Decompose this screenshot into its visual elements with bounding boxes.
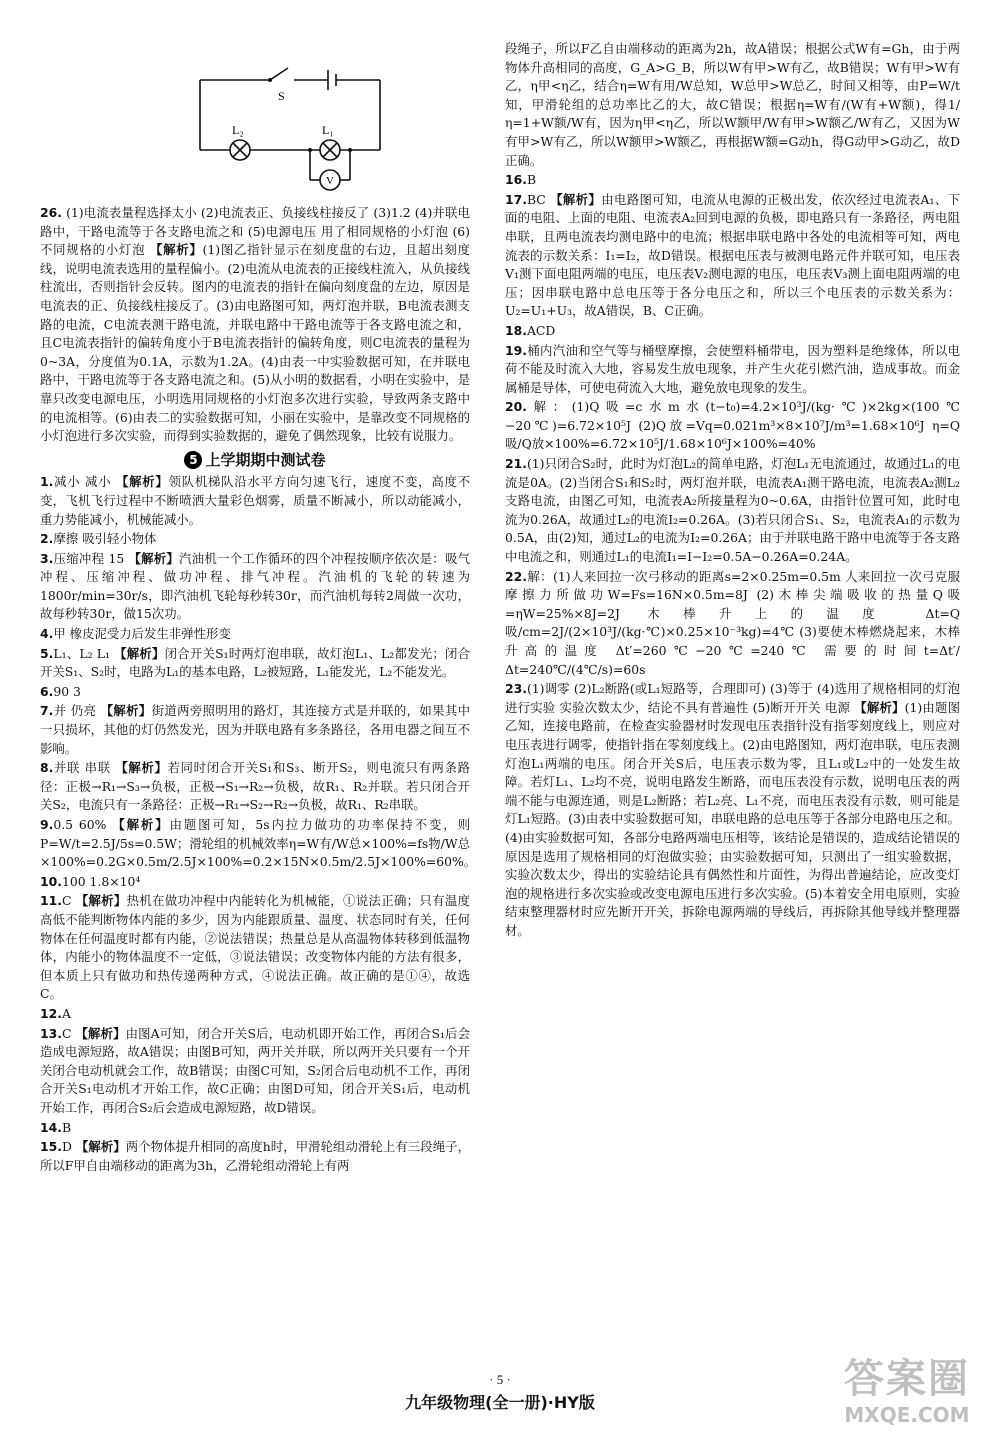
answer-item	[40, 816, 477, 872]
item-answer: (1)电流表量程选择太小 (2)电流表正、负接线柱接反了 (3)1.2 (4)并联电路中，干路电流等于各支路电流之和 (5)电源电压 用了相同规格的小灯泡 (6)不同规格的小灯泡	[40, 205, 470, 258]
section-badge: 5	[184, 451, 202, 469]
item-number: 6.	[40, 683, 54, 699]
item-answer: BC	[526, 191, 546, 207]
item-answer: C	[61, 1025, 72, 1041]
voltmeter-label: V	[326, 175, 334, 187]
book-title: 九年级物理(全一册)·HY版	[405, 1393, 595, 1412]
item-answer: 100 1.8×10⁴	[61, 873, 141, 889]
item-answer: 0.5 60%	[53, 817, 107, 832]
item-number: 2.	[40, 531, 54, 547]
item-answer: 压缩冲程 15	[53, 550, 125, 566]
item-answer: B	[526, 172, 537, 188]
answer-item	[40, 1005, 470, 1024]
analysis-label: 【解析】	[114, 645, 165, 661]
answer-item	[40, 645, 470, 682]
item-number: 22.	[505, 568, 527, 584]
item-answer: 甲 橡皮泥受力后发生非弹性形变	[53, 626, 231, 642]
item-number: 19.	[505, 342, 527, 358]
item-analysis: (1)由题图乙知，连接电路前，在检查实验器材时发现电压表指针没有指零刻度线上，则应对电压表进行调零，使指针指在零刻度线上。(2)由电路图知，两灯泡串联，电压表测灯泡L₁两端的电压。闭合开关S后，电压表示数为零，且L₁或L₂中的一处发生故障。若灯L₁、L₂均不亮，说明电路发生断路，而电压表没有示数，说明电压表的两端不能与电源连通，则是L₂断路；若L₂亮、L₁不亮，而电压表没有示数，则可能是灯L₁短路。(3)由表中实验数据可知，串联电路的总电压等于各部分电路电压之和。(4)由实验数据可知，各部分电路两端电压相等，该结论是错误的，造成结论错误的原因是选用了规格相同的灯泡做实验；由实验数据可知，只测出了一组实验数据，实验次数太少，得出的实验结论具有偶然性和片面性，为得出普遍结论，应改变灯泡的规格进行多次实验或改变电源电压进行多次实验。(5)本着安全用电原则，实验结束整理器材时应先断开开关，拆除电源两端的导线后，再拆除其他导线并整理器材。	[505, 699, 960, 938]
item-analysis: 街道两旁照明用的路灯，其连接方式是并联的，如果其中一只损坏，其他的灯仍然发光，因为并联电路有多条路径，各用电器之间互不影响。	[40, 703, 471, 756]
item-analysis: 由图A可知，闭合开关S后，电动机即开始工作，再闭合S₁后会造成电源短路，故A错误；由图B可知，两开关并联，所以两开关只要有一个开关闭合电动机就会工作，故B错误；由图C可知，S₂闭合后电动机不工作，再闭合开关S₁电动机才开始工作，故C正确；由图D可知，闭合开关S₁后，电动机开始工作，再闭合S₂后会造成电源短路，故D错误。	[40, 1025, 470, 1115]
analysis-label: 【解析】	[112, 817, 170, 832]
left-column	[40, 40, 477, 1176]
lamp2-label: L₂	[232, 123, 244, 137]
answer-item	[505, 455, 960, 567]
answer-item	[40, 1025, 470, 1118]
item-number: 18.	[505, 322, 527, 338]
answer-item	[40, 204, 470, 446]
watermark-logo	[822, 1355, 992, 1435]
answer-item	[505, 322, 960, 341]
watermark-line2: MXQE.COM	[844, 1403, 970, 1427]
item-number: 14.	[40, 1119, 62, 1135]
item-analysis: 若同时闭合开关S₁和S₃、断开S₂，则电流只有两条路径：正极→R₁→S₃→负极，正极→S₁→R₂→负极，故R₁、R₂并联。若只闭合开关S₂，电流只有一条路径：正极→R₁→S₂→R₂→负极，故R₁、R₂串联。	[40, 760, 470, 813]
item-answer: 减小 减小	[53, 474, 112, 490]
item-answer: 解：(1)人来回拉一次弓移动的距离s=2×0.25m=0.5m 人来回拉一次弓克服摩擦力所做功W=Fs=16N×0.5m=8J (2)木棒尖端吸收的热量Q吸=ηW=25%×8J=2J 木棒升上的温度 Δt=Q吸/cm=2J/(2×10³J/(kg·℃)×0.25×10⁻³kg)=4℃ (3)要使木棒燃烧起来，木棒升高的温度 Δt′=260℃−20℃=240℃ 需要的时间t=Δt′/Δt=240℃/(4℃/s)=60s	[505, 568, 960, 677]
item-number: 7.	[40, 703, 54, 719]
answer-item	[40, 683, 470, 702]
item-number: 1.	[40, 474, 54, 490]
analysis-label: 【解析】	[149, 242, 203, 258]
analysis-label: 【解析】	[116, 474, 169, 490]
item-analysis: 由电路图可知，电流从电源的正极出发，依次经过电流表A₁、下面的电阻、上面的电阻、电流表A₂回到电源的负极，即电路只有一条路径，两电阻串联，且两电流表均测电路中的电流；根据串联电路中各处的电流相等可知，两电流表的示数关系：I₁=I₂，故D错误。根据电压表与被测电路元件并联可知，电压表V₁测下面电阻两端的电压，电压表V₂测电源的电压，电压表V₃测上面电阻两端的电压；因串联电路中总电压等于各分电压之和，所以三个电压表的示数关系为：U₂=U₁+U₃，故A错误，B、C正确。	[505, 191, 960, 319]
answer-item	[505, 568, 960, 680]
page-number: · 5 ·	[489, 1372, 511, 1387]
item-number: 13.	[40, 1025, 62, 1041]
item-number: 23.	[505, 681, 527, 697]
item-answer: (1)调零 (2)L₂断路(或L₁短路等，合理即可) (3)等于 (4)选用了规格相同的灯泡进行实验 实验次数太少，结论不具有普遍性 (5)断开开关 电源	[505, 681, 960, 715]
item-number: 26.	[40, 205, 62, 220]
item-number: 12.	[40, 1005, 62, 1021]
analysis-label: 【解析】	[100, 703, 152, 719]
item-number: 17.	[505, 191, 527, 207]
item-analysis: (1)图乙指针显示在刻度盘的右边，且超出刻度线，说明电流表选用的量程偏小。(2)电流从电流表的正接线柱流入，从负接线柱流出，否则指针会反转。图内的电流表的指针在偏向刻度盘的左边，原因是电流表的正、负接线柱接反了。(3)由电路图可知，两灯泡并联，B电流表测支路的电流，C电流表测干路电流，并联电路中干路电流等于各支路电流之和，且C电流表指针的偏转角度小于B电流表指针的偏转角度，则C电流表的量程为0~3A，分度值为0.1A，示数为1.2A。(4)由表一中实验数据可知，在并联电路中，干路电流等于各支路电流之和。(5)从小明的数据看，小明在实验中，是靠只改变电源电压，小明选用同规格的小灯泡多次进行实验，导致两条支路中的电流相等。(6)由表二的实验数据可知，小丽在实验中，是靠改变不同规格的小灯泡进行多次实验，而得到实验数据的，避免了偶然现象，比较有说服力。	[40, 242, 470, 444]
section-title-text: 上学期期中测试卷	[205, 450, 326, 469]
item-answer: L₁、L₂ L₁	[53, 645, 110, 661]
item-answer: 段绳子，所以F乙自由端移动的距离为2h，故A错误；根据公式W有=Gh，由于两物体升高相同的高度，G_A>G_B，所以W有甲>W有乙，故B错误；W有甲>W有乙，η甲<η乙，结合η=W有用/W总知，W总甲>W总乙，时间又相等，由P=W/t知，甲滑轮组的总功率比乙的大，故C错误；根据η=W有/(W有+W额)，得1/η=1+W额/W有，因为η甲<η乙，所以W额甲/W有甲>W额乙/W有乙，又因为W有甲>W有乙，所以W额甲>W额乙，再根据W额=G动h，得G动甲>G动乙，故D正确。	[505, 41, 960, 168]
item-number: 9.	[40, 817, 54, 832]
answer-item	[40, 1138, 470, 1175]
analysis-label: 【解析】	[854, 699, 905, 715]
answer-item	[40, 1119, 470, 1138]
item-answer: D	[61, 1139, 72, 1155]
item-answer: 桶内汽油和空气等与桶壁摩擦，会使塑料桶带电，因为塑料是绝缘体，所以电荷不能及时流入大地，容易发生放电现象，并产生火花引燃汽油，造成事故。而金属桶是导体，可使电荷流入大地，避免放电现象的发生。	[505, 342, 960, 395]
section-title	[40, 451, 470, 470]
answer-item	[40, 702, 470, 758]
analysis-label: 【解析】	[550, 191, 602, 207]
item-number: 20.	[505, 399, 527, 415]
item-answer: 90 3	[53, 683, 81, 699]
item-answer: 摩擦 吸引轻小物体	[53, 531, 157, 547]
item-number: 16.	[505, 172, 527, 188]
item-answer: ACD	[526, 322, 556, 338]
analysis-label: 【解析】	[75, 893, 127, 909]
answer-item	[505, 191, 960, 321]
item-analysis: 由题图可知，5s内拉力做功的功率保持不变，则P=W/t=2.5J/5s=0.5W；滑轮组的机械效率η=W有/W总×100%=fs物/W总×100%=0.2G×0.5m/2.5J×100%=0.2×15N×0.5m/2.5J×100%=60%。	[40, 817, 477, 870]
item-number: 11.	[40, 893, 62, 909]
item-number: 4.	[40, 626, 54, 642]
right-column	[505, 40, 960, 942]
answer-item	[40, 625, 470, 644]
item-analysis: 闭合开关S₁时两灯泡串联，故灯泡L₁、L₂都发光；闭合开关S₁、S₂时，电路为L₁的基本电路，L₂被短路，L₁能发光，L₂不能发光。	[40, 645, 470, 680]
switch-label: S	[278, 89, 285, 103]
item-analysis: 热机在做功冲程中内能转化为机械能，①说法正确；只有温度高低不能判断物体内能的多少，因为内能跟质量、温度、状态同时有关，任何物体在任何温度时都有内能，②说法错误；热量总是从高温物体转移到低温物体，内能小的物体温度不一定低，③说法错误；改变物体内能的方法有很多，但本质上只有做功和热传递两种方式，④说法正确。故正确的是①④，故选C。	[40, 893, 470, 1002]
section-items	[40, 473, 477, 1175]
item-answer: 并联 串联	[53, 760, 111, 776]
analysis-label: 【解析】	[75, 1025, 126, 1041]
answer-item	[505, 40, 960, 170]
item-number: 21.	[505, 456, 527, 472]
item-analysis: 领队机梯队沿水平方向匀速飞行，速度不变，高度不变，飞机飞行过程中不断喷洒大量彩色烟雾，质量不断减小，所以动能减小，重力势能减小，机械能减小。	[40, 474, 470, 527]
circuit-diagram	[190, 40, 390, 200]
item-answer: 并 仍亮	[53, 703, 97, 719]
analysis-label: 【解析】	[115, 760, 168, 776]
answer-item	[40, 550, 470, 624]
item-number: 15.	[40, 1139, 62, 1155]
answer-item	[40, 759, 470, 815]
answer-item	[40, 873, 470, 892]
item-number: 10.	[40, 873, 62, 889]
item-analysis: 汽油机一个工作循环的四个冲程按顺序依次是：吸气冲程、压缩冲程、做功冲程、排气冲程。汽油机的飞轮的转速为1800r/min=30r/s，即汽油机飞轮每秒转30r，而汽油机每转2周做一次功，故每秒转30r，做15次功。	[40, 550, 470, 622]
answer-item	[40, 530, 470, 549]
item-answer: B	[61, 1119, 72, 1135]
item-number: 3.	[40, 550, 54, 566]
answer-item	[505, 342, 960, 398]
analysis-label: 【解析】	[75, 1139, 126, 1155]
answer-item	[505, 680, 960, 940]
item-number: 8.	[40, 760, 54, 776]
answer-item	[40, 473, 470, 529]
item-analysis: 两个物体提升相同的高度h时，甲滑轮组动滑轮上有三段绳子，所以F甲自由端移动的距离为3h，乙滑轮组动滑轮上有两	[40, 1139, 471, 1173]
answer-item	[40, 892, 470, 1004]
answer-item	[505, 398, 960, 454]
lamp1-label: L₁	[322, 123, 334, 137]
analysis-label: 【解析】	[128, 550, 180, 566]
item-answer: 解：(1)Q吸=c水m水(t−t₀)=4.2×10³J/(kg·℃)×2kg×(100℃−20℃)=6.72×10⁵J (2)Q放=Vq=0.021m³×8×10⁷J/m³=1.68×10⁶J η=Q吸/Q放×100%=6.72×10⁵J/1.68×10⁶J×100%=40%	[505, 399, 960, 452]
item-answer: (1)只闭合S₂时，此时为灯泡L₂的简单电路，灯泡L₁无电流通过，故通过L₁的电流是0A。(2)当闭合S₁和S₂时，两灯泡并联，电流表A₁测干路电流，电流表A₂测L₂支路电流，由图乙可知，电流表A₂所接量程为0~0.6A，由指针位置可知，此时电流为0.26A，故通过L₂的电流I₂=0.26A。(3)若只闭合S₁、S₂，电流表A₁的示数为0.5A，由(2)知，通过L₂的电流为I₂=0.26A；由于并联电路干路中电流等于各支路中电流之和，则通过L₁的电流I₁=I−I₂=0.5A−0.26A=0.24A。	[505, 456, 960, 565]
watermark-line1: 答案圈	[844, 1356, 970, 1402]
item-number: 5.	[40, 645, 54, 661]
answer-item	[505, 171, 960, 190]
item-answer: C	[61, 893, 72, 909]
item-answer: A	[61, 1005, 71, 1021]
